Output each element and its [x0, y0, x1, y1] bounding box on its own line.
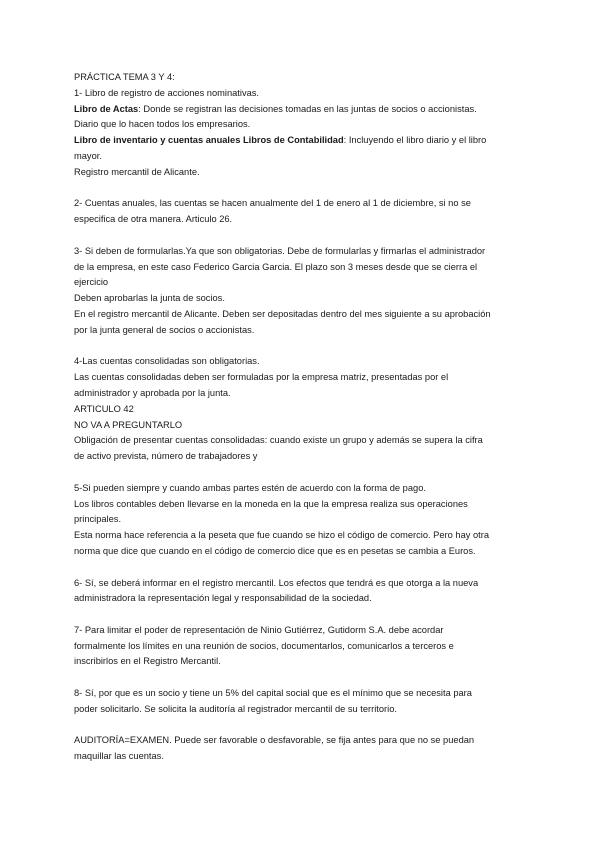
bold-term: Libro de Actas: [74, 103, 139, 114]
paragraph-line: Diario que lo hacen todos los empresarios.: [74, 119, 251, 130]
paragraph-line: [74, 102, 534, 118]
paragraph-gap: [74, 228, 534, 244]
section-9: [74, 733, 534, 765]
paragraph-gap: [74, 181, 534, 197]
section-7: [74, 623, 534, 670]
paragraph-line: ejercicio: [74, 277, 109, 288]
section-2: [74, 196, 534, 228]
section-5: [74, 481, 534, 560]
paragraph-line: Los libros contables deben llevarse en la moneda en la que la empresa realiza sus operaciones: [74, 498, 468, 509]
line-text: : Donde se registran las decisiones tomadas en las juntas de socios o accionistas.: [138, 103, 477, 114]
paragraph-line: 1- Libro de registro de acciones nominativas.: [74, 87, 260, 98]
paragraph-line: NO VA A PREGUNTARLO: [74, 419, 183, 430]
paragraph-line: formalmente los límites en una reunión de socios, documentarlos, comunicarlos a terceros e: [74, 640, 454, 651]
paragraph-line: 5-Si pueden siempre y cuando ambas partes estén de acuerdo con la forma de pago.: [74, 482, 426, 493]
paragraph-line: maquillar las cuentas.: [74, 751, 164, 762]
paragraph-line: poder solicitarlo. Se solicita la auditoría al registrador mercantil de su territorio.: [74, 703, 397, 714]
section-8: [74, 686, 534, 718]
paragraph-gap: [74, 718, 534, 734]
paragraph-line: Deben aprobarlas la junta de socios.: [74, 293, 225, 304]
paragraph-line: administrador y aprobada por la junta.: [74, 387, 231, 398]
paragraph-line: Esta norma hace referencia a la peseta que fue cuando se hizo el código de comercio. Pero hay otra: [74, 530, 489, 541]
paragraph-line: Las cuentas consolidadas deben ser formuladas por la empresa matriz, presentadas por el: [74, 372, 449, 383]
paragraph-line: administradora la representación legal y responsabilidad de la sociedad.: [74, 593, 372, 604]
paragraph-gap: [74, 560, 534, 576]
section-4: [74, 354, 534, 465]
section-6: [74, 576, 534, 608]
paragraph-line: AUDITORÍA=EXAMEN. Puede ser favorable o desfavorable, se fija antes para que no se puedan: [74, 735, 475, 746]
paragraph-line: norma que dice que cuando en el código de comercio dice que es en pesetas se cambia a Euros.: [74, 545, 476, 556]
document-body: [74, 70, 534, 765]
paragraph-line: de la empresa, en este caso Federico Garcia Garcia. El plazo son 3 meses desde que se cierra el: [74, 261, 478, 272]
paragraph-line: mayor.: [74, 150, 102, 161]
paragraph-line: 8- Sí, por que es un socio y tiene un 5% del capital social que es el mínimo que se necesita para: [74, 688, 472, 699]
paragraph-gap: [74, 607, 534, 623]
section-3: [74, 244, 534, 339]
paragraph-gap: [74, 465, 534, 481]
paragraph-gap: [74, 670, 534, 686]
paragraph-line: ARTICULO 42: [74, 403, 134, 414]
paragraph-line: 4-Las cuentas consolidadas son obligatorias.: [74, 356, 260, 367]
paragraph-line: de activo prevista, número de trabajadores y: [74, 451, 258, 462]
paragraph-line: por la junta general de socios o accionistas.: [74, 324, 255, 335]
paragraph-line: inscribirlos en el Registro Mercantil.: [74, 656, 221, 667]
paragraph-line: Obligación de presentar cuentas consolidadas: cuando existe un grupo y además se supera la cifra: [74, 435, 483, 446]
paragraph-line: En el registro mercantil de Alicante. Deben ser depositadas dentro del mes siguiente a su aprobación: [74, 308, 491, 319]
paragraph-line: Registro mercantil de Alicante.: [74, 166, 200, 177]
section-1: [74, 86, 534, 181]
paragraph-line: 6- Sí, se deberá informar en el registro mercantil. Los efectos que tendrá es que otorga a la nueva: [74, 577, 479, 588]
paragraph-line: 7- Para limitar el poder de representación de Ninio Gutiérrez, Gutidorm S.A. debe acordar: [74, 624, 444, 635]
line-text: : Incluyendo el libro diario y el libro: [343, 135, 487, 146]
paragraph-line: 2- Cuentas anuales, las cuentas se hacen anualmente del 1 de enero al 1 de diciembre, si no se: [74, 198, 471, 209]
paragraph-line: principales.: [74, 514, 122, 525]
bold-term: Libro de inventario y cuentas anuales Libros de Contabilidad: [74, 135, 344, 146]
document-title: PRÁCTICA TEMA 3 Y 4:: [74, 72, 175, 82]
paragraph-line: 3- Si deben de formularlas.Ya que son obligatorias. Debe de formularlas y firmarlas el administrador: [74, 245, 486, 256]
paragraph-gap: [74, 339, 534, 355]
paragraph-line: [74, 133, 534, 149]
paragraph-line: especifica de otra manera. Articulo 26.: [74, 214, 233, 225]
